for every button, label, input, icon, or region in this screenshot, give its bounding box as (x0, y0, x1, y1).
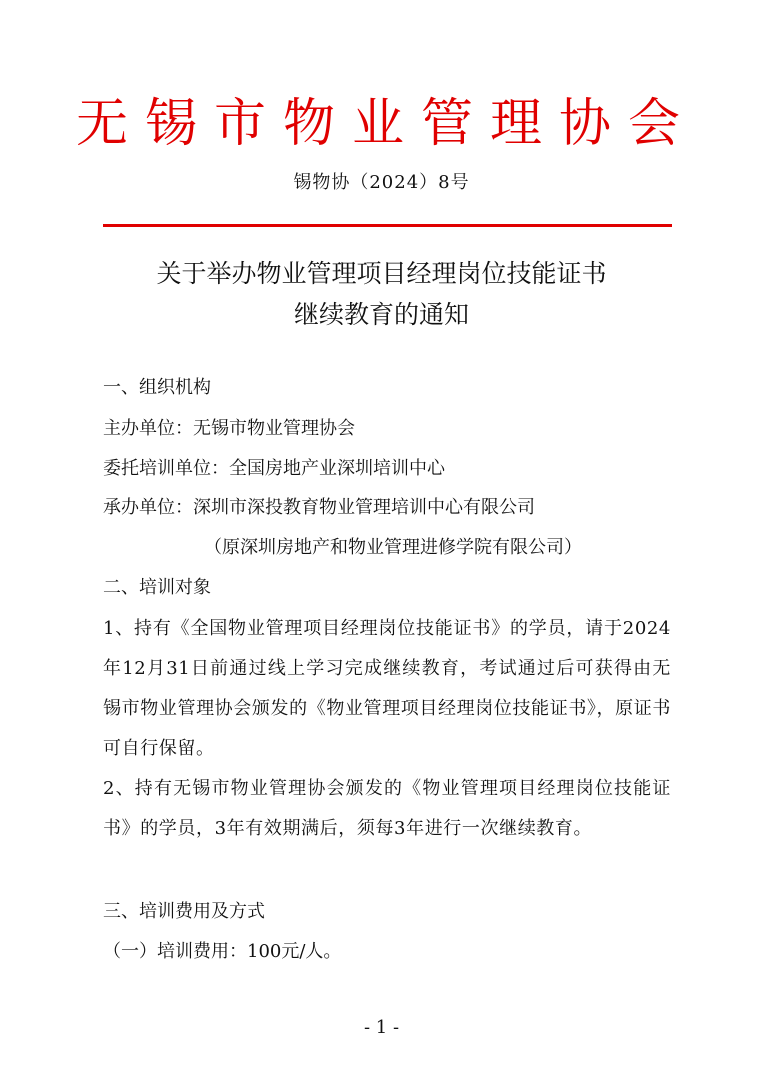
page-number: - 1 - (363, 1017, 400, 1038)
organizing-unit-former-name: （原深圳房地产和物业管理进修学院有限公司） (204, 537, 582, 558)
section-1-heading: 一、组织机构 (103, 377, 211, 398)
organization-title: 无锡市物业管理协会 (75, 94, 697, 154)
document-number: 锡物协（2024）8号 (293, 172, 470, 193)
section-3-heading: 三、培训费用及方式 (103, 901, 265, 922)
notice-title-line-2: 继续教育的通知 (293, 300, 469, 329)
red-divider (103, 224, 672, 227)
training-target-item-2: 2、持有无锡市物业管理协会颁发的《物业管理项目经理岗位技能证书》的学员，3年有效期满后，须每3年进行一次继续教育。 (103, 778, 671, 839)
entrusted-training-unit: 委托培训单位：全国房地产业深圳培训中心 (103, 458, 445, 479)
notice-title-line-1: 关于举办物业管理项目经理岗位技能证书 (156, 259, 607, 288)
host-unit: 主办单位：无锡市物业管理协会 (103, 418, 355, 439)
organizing-unit: 承办单位：深圳市深投教育物业管理培训中心有限公司 (103, 497, 535, 518)
training-fee: （一）培训费用：100元/人。 (103, 941, 342, 962)
section-2-heading: 二、培训对象 (103, 577, 211, 598)
training-target-item-1: 1、持有《全国物业管理项目经理岗位技能证书》的学员，请于2024年12月31日前通过线上学习完成继续教育，考试通过后可获得由无锡市物业管理协会颁发的《物业管理项目经理岗位技能证书》，原证书可自行保留。 (103, 618, 671, 759)
